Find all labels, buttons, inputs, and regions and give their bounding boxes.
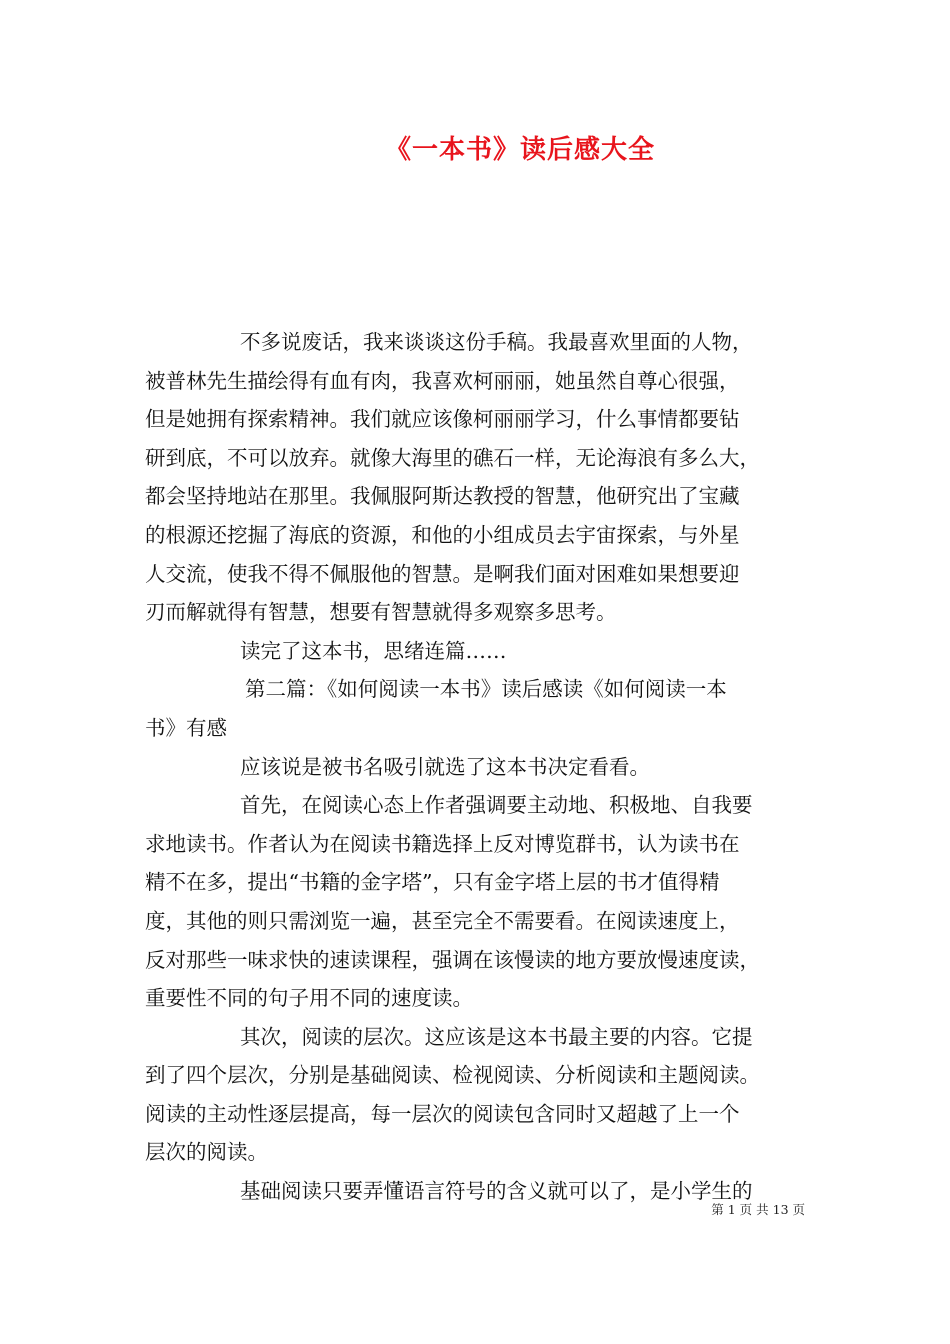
text-line: 求地读书。作者认为在阅读书籍选择上反对博览群书，认为读书在 <box>145 831 740 856</box>
document-title: 《一本书》读后感大全 <box>384 135 655 165</box>
text-line: 阅读的主动性逐层提高，每一层次的阅读包含同时又超越了上一个 <box>145 1101 740 1126</box>
text-line: 反对那些一味求快的速读课程，强调在该慢读的地方要放慢速度读， <box>145 947 760 972</box>
text-line: 重要性不同的句子用不同的速度读。 <box>145 986 473 1011</box>
text-line: 刃而解就得有智慧，想要有智慧就得多观察多思考。 <box>145 600 617 625</box>
section-heading-line: 第二篇：《如何阅读一本书》读后感读《如何阅读一本 <box>245 677 727 702</box>
text-line: 研到底，不可以放弃。就像大海里的礁石一样，无论海浪有多么大， <box>145 445 760 470</box>
section-heading-line: 书》有感 <box>145 715 227 740</box>
text-line: 精不在多，提出“书籍的金字塔”，只有金字塔上层的书才值得精 <box>145 870 720 895</box>
text-line: 读完了这本书，思绪连篇…… <box>240 638 507 663</box>
document-body <box>145 323 825 1211</box>
text-line: 基础阅读只要弄懂语言符号的含义就可以了，是小学生的 <box>240 1179 753 1204</box>
text-line: 的根源还挖掘了海底的资源，和他的小组成员去宇宙探索，与外星 <box>145 522 740 547</box>
text-line: 到了四个层次，分别是基础阅读、检视阅读、分析阅读和主题阅读。 <box>145 1063 760 1088</box>
text-line: 但是她拥有探索精神。我们就应该像柯丽丽学习，什么事情都要钻 <box>145 407 740 432</box>
page-number-footer: 第 1 页 共 13 页 <box>711 1202 805 1217</box>
text-line: 应该说是被书名吸引就选了这本书决定看看。 <box>240 754 650 779</box>
text-line: 其次，阅读的层次。这应该是这本书最主要的内容。它提 <box>240 1024 753 1049</box>
text-line: 首先，在阅读心态上作者强调要主动地、积极地、自我要 <box>240 793 753 818</box>
text-line: 度，其他的则只需浏览一遍，甚至完全不需要看。在阅读速度上， <box>145 908 740 933</box>
text-line: 都会坚持地站在那里。我佩服阿斯达教授的智慧，他研究出了宝藏 <box>145 484 740 509</box>
text-line: 被普林先生描绘得有血有肉，我喜欢柯丽丽，她虽然自尊心很强， <box>145 368 740 393</box>
text-line: 层次的阅读。 <box>145 1140 268 1165</box>
text-line: 不多说废话，我来谈谈这份手稿。我最喜欢里面的人物， <box>240 330 753 354</box>
text-line: 人交流，使我不得不佩服他的智慧。是啊我们面对困难如果想要迎 <box>145 561 740 586</box>
